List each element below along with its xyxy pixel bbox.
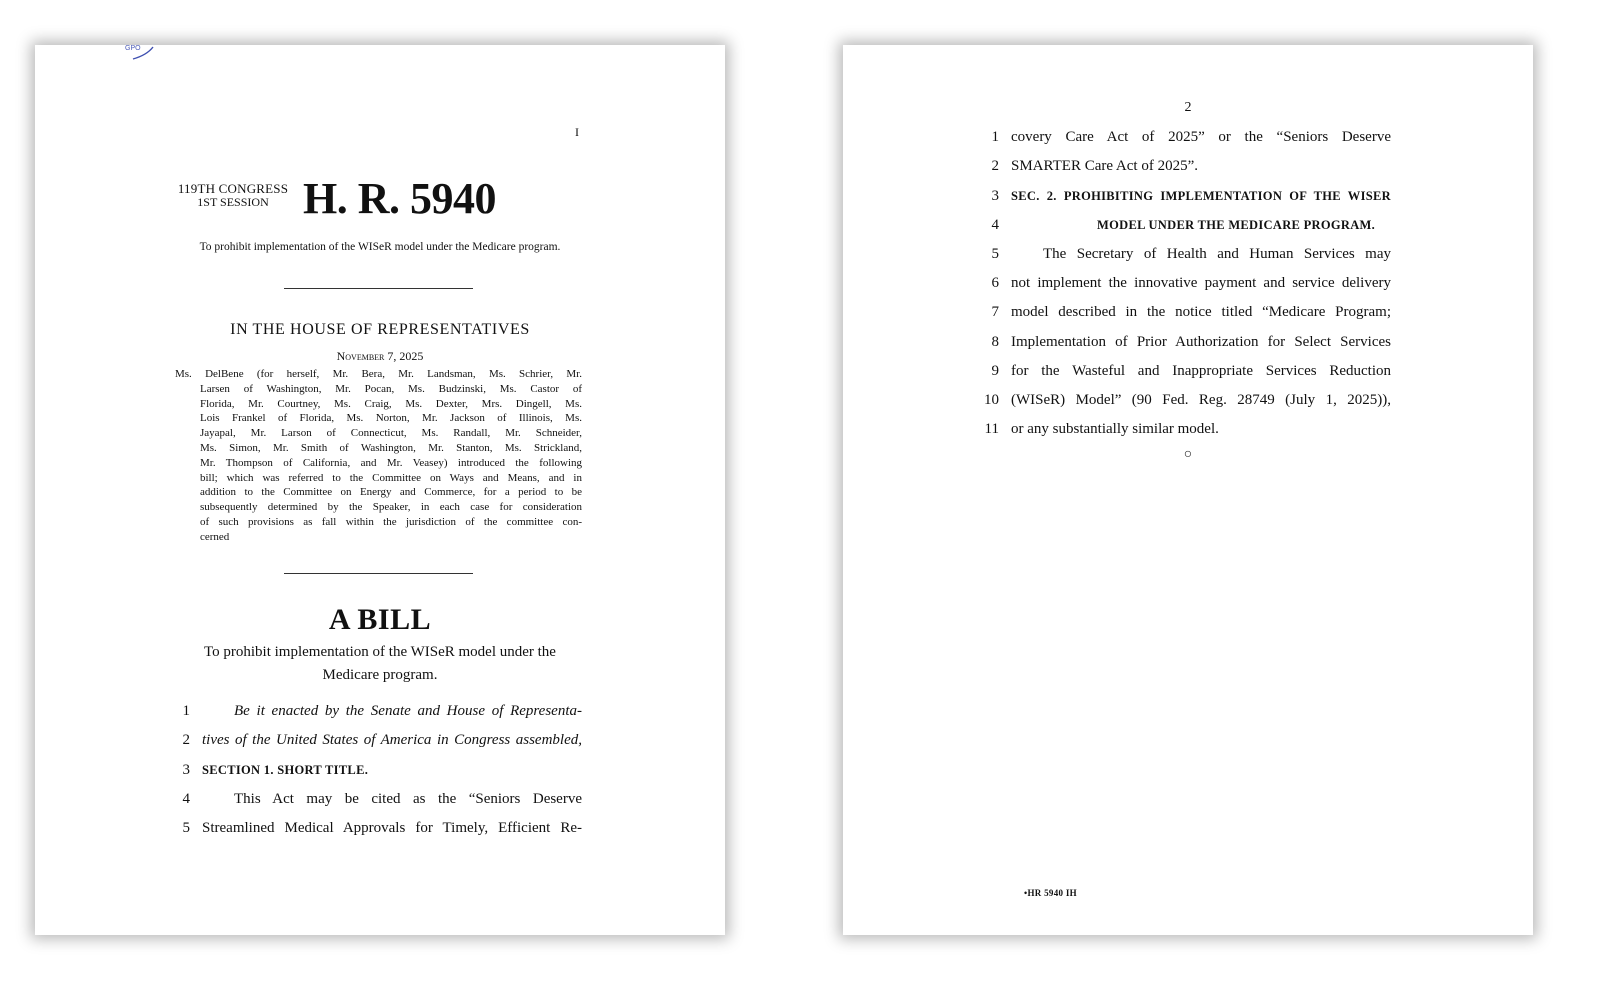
bill-page-1	[35, 45, 725, 935]
divider-top	[284, 288, 473, 289]
section-heading: SECTION 1. SHORT TITLE.	[202, 763, 369, 777]
bill-purpose-line-1: To prohibit implementation of the WISeR model under the	[204, 644, 556, 660]
gpo-mark-text: GPO	[125, 45, 141, 52]
line-text: not implement the innovative payment and service delivery	[1011, 275, 1391, 291]
line-number: 1	[182, 703, 190, 719]
session-label: 1ST SESSION	[197, 195, 269, 209]
line-text: SMARTER Care Act of 2025”.	[1011, 158, 1198, 174]
line-text: for the Wasteful and Inappropriate Services Reduction	[1011, 363, 1391, 379]
sponsor-line: addition to the Committee on Energy and Commerce, for a period to be	[200, 486, 582, 499]
line-number: 1	[991, 129, 999, 145]
sponsor-paragraph	[175, 367, 582, 545]
bill-purpose-line-2: Medicare program.	[322, 667, 438, 683]
line-text: Streamlined Medical Approvals for Timely, Efficient Re-	[202, 820, 582, 836]
line-number: 5	[991, 246, 999, 262]
gpo-swoosh-icon	[125, 45, 157, 61]
line-text: covery Care Act of 2025” or the “Seniors Deserve	[1011, 129, 1391, 145]
bill-number: H. R. 5940	[303, 174, 496, 223]
line-text: tives of the United States of America in Congress assembled,	[202, 732, 582, 748]
line-number: 11	[984, 421, 999, 437]
line-number: 7	[991, 304, 999, 320]
sponsor-line: bill; which was referred to the Committee on Ways and Means, and in	[200, 471, 582, 484]
line-number: 3	[991, 188, 999, 204]
a-bill-heading: A BILL	[328, 603, 432, 636]
page-footer: •HR 5940 IH	[1024, 888, 1077, 898]
line-number: 6	[991, 275, 999, 291]
gpo-logo	[125, 45, 157, 59]
line-text: or any substantially similar model.	[1011, 421, 1219, 437]
line-text: Implementation of Prior Authorization for Select Services	[1011, 334, 1391, 350]
line-number: 4	[182, 791, 190, 807]
corner-mark: I	[575, 125, 579, 139]
sponsor-line: subsequently determined by the Speaker, in each case for consideration	[200, 501, 582, 514]
line-number: 3	[182, 762, 190, 778]
line-number: 2	[182, 732, 190, 748]
introduction-date: November 7, 2025	[336, 349, 424, 363]
congress-label: 119TH CONGRESS	[177, 181, 289, 196]
line-number: 10	[984, 392, 999, 408]
line-text: This Act may be cited as the “Seniors Deserve	[234, 791, 582, 807]
section-heading-cont: MODEL UNDER THE MEDICARE PROGRAM.	[1097, 218, 1376, 232]
sponsor-line: Jayapal, Mr. Larson of Connecticut, Ms. Randall, Mr. Schneider,	[200, 427, 582, 440]
end-of-bill-mark: ○	[1183, 447, 1193, 462]
line-number: 4	[991, 217, 999, 233]
sponsor-line: of such provisions as fall within the jurisdiction of the committee con-	[200, 515, 582, 528]
sponsor-line: Florida, Mr. Courtney, Ms. Craig, Ms. Dexter, Mrs. Dingell, Ms.	[200, 397, 582, 410]
purpose-line: To prohibit implementation of the WISeR model under the Medicare program.	[199, 241, 561, 253]
line-text: (WISeR) Model” (90 Fed. Reg. 28749 (July 1, 2025)),	[1011, 392, 1391, 408]
sponsor-line: Ms. DelBene (for herself, Mr. Bera, Mr. Landsman, Ms. Schrier, Mr.	[175, 368, 582, 380]
sponsor-line: Ms. Simon, Mr. Smith of Washington, Mr. Stanton, Ms. Strickland,	[200, 441, 582, 454]
sponsor-line: cerned	[200, 530, 230, 543]
sponsor-line: Mr. Thompson of California, and Mr. Veasey) introduced the following	[200, 456, 582, 469]
page-number: 2	[1184, 100, 1192, 115]
line-number: 9	[991, 363, 999, 379]
house-heading: IN THE HOUSE OF REPRESENTATIVES	[230, 321, 530, 338]
section-heading: SEC. 2. PROHIBITING IMPLEMENTATION OF THE WISER	[1011, 189, 1391, 203]
line-number: 2	[991, 158, 999, 174]
sponsor-line: Larsen of Washington, Mr. Pocan, Ms. Budzinski, Ms. Castor of	[200, 382, 582, 395]
line-text: model described in the notice titled “Medicare Program;	[1011, 304, 1391, 320]
line-number: 8	[991, 334, 999, 350]
bill-page-2	[843, 45, 1533, 935]
line-number: 5	[182, 820, 190, 836]
line-text: Be it enacted by the Senate and House of Representa-	[234, 703, 582, 719]
line-text: The Secretary of Health and Human Services may	[1043, 246, 1391, 262]
sponsor-line: Lois Frankel of Florida, Ms. Norton, Mr. Jackson of Illinois, Ms.	[200, 412, 582, 425]
divider-bottom	[284, 573, 473, 574]
